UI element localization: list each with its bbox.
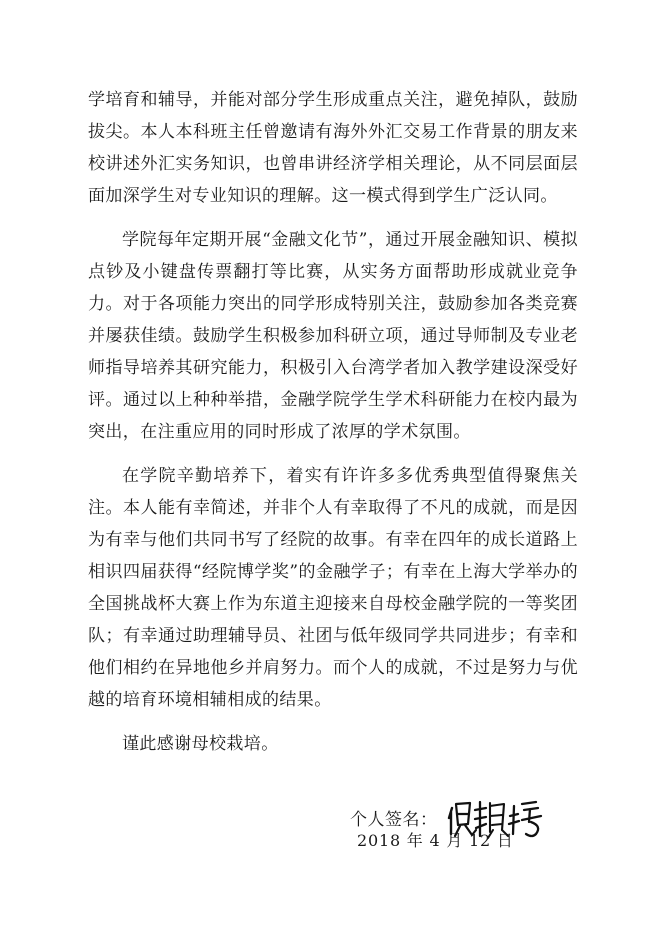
- letter-body: [88, 84, 578, 760]
- date-line: 2018 年 4 月 12 日: [357, 831, 514, 850]
- closing-line: 谨此感谢母校栽培。: [122, 734, 279, 754]
- paragraph-1: 学培育和辅导，并能对部分学生形成重点关注，避免掉队，鼓励拔尖。本人本科班主任曾邀请有海外外汇交易工作背景的朋友来校讲述外汇实务知识，也曾串讲经济学相关理论，从不同层面层面加深学生对专业知识的理解。这一模式得到学生广泛认同。: [88, 90, 578, 206]
- signature-label: 个人签名：: [350, 809, 438, 830]
- paragraph-3: 在学院辛勤培养下，着实有许许多多优秀典型值得聚焦关注。本人能有幸简述，并非个人有幸取得了不凡的成就，而是因为有幸与他们共同书写了经院的故事。有幸在四年的成长道路上相识四届获得“经院博学奖”的金融学子；有幸在上海大学举办的全国挑战杯大赛上作为东道主迎接来自母校金融学院的一等奖团队；有幸通过助理辅导员、社团与低年级同学共同进步；有幸和他们相约在异地他乡并肩努力。而个人的成就，不过是努力与优越的培育环境相辅相成的结果。: [88, 466, 578, 710]
- paragraph-2: 学院每年定期开展“金融文化节”，通过开展金融知识、模拟点钞及小键盘传票翻打等比赛，从实务方面帮助形成就业竞争力。对于各项能力突出的同学形成特别关注，鼓励参加各类竞赛并屡获佳绩。鼓励学生积极参加科研立项，通过导师制及专业老师指导培养其研究能力，积极引入台湾学者加入教学建设深受好评。通过以上种种举措，金融学院学生学术科研能力在校内最为突出，在注重应用的同时形成了浓厚的学术氛围。: [88, 230, 578, 442]
